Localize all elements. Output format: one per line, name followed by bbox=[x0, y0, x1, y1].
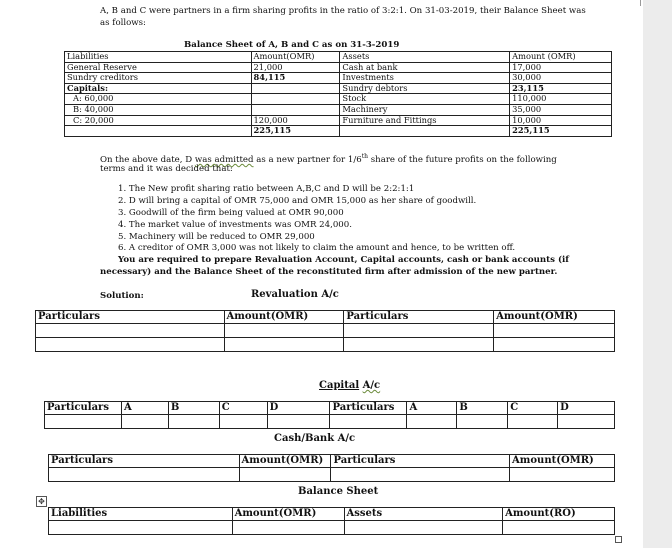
para-text: as a new partner for 1/6 bbox=[256, 154, 362, 165]
capital-title-word: Capital bbox=[319, 380, 360, 391]
cell[interactable] bbox=[121, 415, 168, 429]
cell: Cash at bank bbox=[340, 62, 510, 73]
intro-line-1: A, B and C were partners in a firm sharing profits in the ratio of 3:2:1. On 31-03-2019, their Balance Sheet was bbox=[100, 6, 586, 16]
header-partner-b: B bbox=[168, 402, 219, 415]
cell bbox=[251, 83, 340, 94]
revaluation-header-row bbox=[36, 311, 615, 324]
table-resize-handle[interactable] bbox=[615, 536, 622, 543]
balance-sheet-header-row bbox=[65, 52, 612, 63]
cell: 10,000 bbox=[510, 115, 612, 126]
header-amount-debit: Amount(OMR) bbox=[224, 311, 344, 324]
header-amount-left: Amount(OMR) bbox=[232, 508, 344, 521]
para-line-1 bbox=[100, 152, 557, 165]
cell[interactable] bbox=[267, 415, 330, 429]
cell: 120,000 bbox=[251, 115, 340, 126]
cell[interactable] bbox=[224, 324, 344, 338]
cell: Stock bbox=[340, 94, 510, 105]
header-particulars-debit: Particulars bbox=[36, 311, 225, 324]
cell[interactable] bbox=[330, 415, 407, 429]
term-item: 3. Goodwill of the firm being valued at OMR 90,000 bbox=[118, 208, 344, 218]
cell[interactable] bbox=[407, 415, 457, 429]
header-particulars-debit: Particulars bbox=[49, 455, 240, 468]
intro-line-2: as follows: bbox=[100, 18, 146, 28]
header-partner-c: C bbox=[508, 402, 558, 415]
table-row bbox=[65, 83, 612, 94]
final-balance-header-row bbox=[49, 508, 615, 521]
cell: B: 40,000 bbox=[65, 104, 252, 115]
cell[interactable] bbox=[219, 415, 267, 429]
header-amount-debit: Amount(OMR) bbox=[239, 455, 331, 468]
header-liabilities: Liabilities bbox=[65, 52, 252, 63]
capital-title-ac: A/c bbox=[362, 380, 381, 391]
table-row bbox=[36, 338, 615, 352]
header-amount-credit: Amount(OMR) bbox=[510, 455, 615, 468]
cell: 35,000 bbox=[510, 104, 612, 115]
capital-table bbox=[44, 401, 615, 429]
revaluation-title: Revaluation A/c bbox=[251, 289, 339, 300]
table-row bbox=[49, 521, 615, 535]
cash-bank-title: Cash/Bank A/c bbox=[274, 433, 356, 444]
cell: C: 20,000 bbox=[65, 115, 252, 126]
header-particulars-credit: Particulars bbox=[330, 402, 407, 415]
cell: 110,000 bbox=[510, 94, 612, 105]
cell[interactable] bbox=[510, 468, 615, 482]
header-partner-a: A bbox=[121, 402, 168, 415]
header-assets: Assets bbox=[344, 508, 503, 521]
header-amount-left: Amount(OMR) bbox=[251, 52, 340, 63]
header-amount-right: Amount (OMR) bbox=[510, 52, 612, 63]
cell: 23,115 bbox=[510, 83, 612, 94]
move-handle-icon[interactable]: ✥ bbox=[36, 496, 47, 507]
header-particulars-debit: Particulars bbox=[45, 402, 122, 415]
cell[interactable] bbox=[331, 468, 510, 482]
cell[interactable] bbox=[344, 521, 503, 535]
cell: 84,115 bbox=[251, 73, 340, 84]
cell: 21,000 bbox=[251, 62, 340, 73]
table-row bbox=[49, 468, 615, 482]
table-row bbox=[65, 104, 612, 115]
cell: Investments bbox=[340, 73, 510, 84]
final-balance-sheet-table bbox=[48, 507, 615, 535]
table-row bbox=[65, 94, 612, 105]
header-amount-credit: Amount(OMR) bbox=[494, 311, 615, 324]
table-row bbox=[36, 324, 615, 338]
superscript: th bbox=[361, 153, 369, 160]
cash-bank-header-row bbox=[49, 455, 615, 468]
cell[interactable] bbox=[503, 521, 615, 535]
capital-title bbox=[319, 380, 380, 392]
cell[interactable] bbox=[36, 338, 225, 352]
cell: 225,115 bbox=[251, 126, 340, 137]
table-row bbox=[65, 62, 612, 73]
cell[interactable] bbox=[168, 415, 219, 429]
cell: Machinery bbox=[340, 104, 510, 115]
cell bbox=[251, 104, 340, 115]
revaluation-table bbox=[35, 310, 615, 352]
table-row-total bbox=[65, 126, 612, 137]
header-partner-d: D bbox=[267, 402, 330, 415]
required-line-1: You are required to prepare Revaluation Account, Capital accounts, cash or bank accounts (if bbox=[118, 255, 569, 265]
para-text: On the above date, D bbox=[100, 154, 193, 165]
term-item: 4. The market value of investments was OMR 24,000. bbox=[118, 220, 352, 230]
required-line-2: necessary) and the Balance Sheet of the reconstituted firm after admission of the new partner. bbox=[100, 267, 558, 277]
cell: Furniture and Fittings bbox=[340, 115, 510, 126]
cell bbox=[251, 94, 340, 105]
cell[interactable] bbox=[494, 338, 615, 352]
cell: General Reserve bbox=[65, 62, 252, 73]
para-text: share of the future profits on the following bbox=[370, 154, 557, 165]
cell: 225,115 bbox=[510, 126, 612, 137]
cell[interactable] bbox=[239, 468, 331, 482]
solution-label: Solution: bbox=[100, 291, 144, 301]
cell: Sundry creditors bbox=[65, 73, 252, 84]
page-corner-mark bbox=[640, 0, 644, 6]
final-balance-sheet-title: Balance Sheet bbox=[298, 486, 379, 497]
para-text-flagged: was admitted bbox=[194, 154, 254, 165]
cell: Sundry debtors bbox=[340, 83, 510, 94]
cell[interactable] bbox=[457, 415, 508, 429]
cell bbox=[65, 126, 252, 137]
cell: Capitals: bbox=[65, 83, 252, 94]
cell bbox=[340, 126, 510, 137]
header-partner-c: C bbox=[219, 402, 267, 415]
cell[interactable] bbox=[508, 415, 558, 429]
term-item: 5. Machinery will be reduced to OMR 29,000 bbox=[118, 232, 315, 242]
header-assets: Assets bbox=[340, 52, 510, 63]
cell[interactable] bbox=[36, 324, 225, 338]
header-partner-a: A bbox=[407, 402, 457, 415]
cell: 17,000 bbox=[510, 62, 612, 73]
header-amount-right: Amount(RO) bbox=[503, 508, 615, 521]
header-partner-d: D bbox=[558, 402, 615, 415]
table-row bbox=[65, 73, 612, 84]
cell[interactable] bbox=[344, 338, 494, 352]
term-item: 2. D will bring a capital of OMR 75,000 and OMR 15,000 as her share of goodwill. bbox=[118, 196, 477, 206]
page-margin-background bbox=[643, 0, 672, 548]
cell[interactable] bbox=[344, 324, 494, 338]
balance-sheet-title: Balance Sheet of A, B and C as on 31-3-2019 bbox=[184, 40, 400, 50]
para-line-2: terms and it was decided that: bbox=[100, 164, 233, 174]
cash-bank-table bbox=[48, 454, 615, 482]
cell[interactable] bbox=[49, 468, 240, 482]
term-item: 6. A creditor of OMR 3,000 was not likely to claim the amount and hence, to be written off. bbox=[118, 243, 516, 253]
header-liabilities: Liabilities bbox=[49, 508, 233, 521]
cell[interactable] bbox=[494, 324, 615, 338]
table-row bbox=[65, 115, 612, 126]
cell: 30,000 bbox=[510, 73, 612, 84]
cell[interactable] bbox=[558, 415, 615, 429]
balance-sheet-table bbox=[64, 51, 612, 137]
cell[interactable] bbox=[224, 338, 344, 352]
cell[interactable] bbox=[232, 521, 344, 535]
table-row bbox=[45, 415, 615, 429]
capital-header-row bbox=[45, 402, 615, 415]
header-particulars-credit: Particulars bbox=[331, 455, 510, 468]
term-item: 1. The New profit sharing ratio between A,B,C and D will be 2:2:1:1 bbox=[118, 184, 415, 194]
cell[interactable] bbox=[49, 521, 233, 535]
cell: A: 60,000 bbox=[65, 94, 252, 105]
header-particulars-credit: Particulars bbox=[344, 311, 494, 324]
header-partner-b: B bbox=[457, 402, 508, 415]
cell[interactable] bbox=[45, 415, 122, 429]
